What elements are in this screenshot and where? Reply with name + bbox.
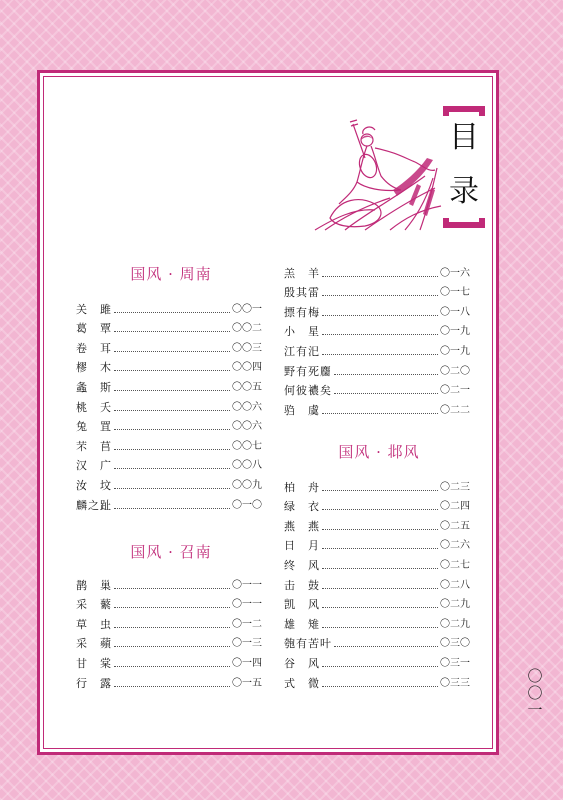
toc-entry[interactable]: 凯 风 〇二九 — [284, 598, 470, 612]
toc-entry[interactable]: 野有死麕 〇二〇 — [284, 364, 470, 378]
toc-entry[interactable]: 江有汜 〇一九 — [284, 344, 470, 358]
toc-list-beifeng — [284, 474, 470, 690]
toc-entry[interactable]: 麟之趾 〇一〇 — [76, 498, 262, 512]
section-heading-beifeng: 国风 · 邶风 — [338, 443, 420, 461]
toc-entry[interactable]: 草 虫 〇一二 — [76, 617, 262, 631]
toc-entry[interactable]: 鹊 巢 〇一一 — [76, 578, 262, 592]
toc-entry[interactable]: 驺 虞 〇二二 — [284, 403, 470, 417]
toc-entry[interactable]: 桃 夭 〇〇六 — [76, 400, 262, 414]
toc-entry[interactable]: 终 风 〇二七 — [284, 558, 470, 572]
folio-digit: 〇 — [527, 684, 543, 702]
toc-title — [443, 106, 485, 228]
toc-entry[interactable]: 采 蘋 〇一三 — [76, 637, 262, 651]
toc-entry[interactable]: 关 雎 〇〇一 — [76, 302, 262, 316]
toc-entry[interactable]: 日 月 〇二六 — [284, 539, 470, 553]
section-heading-shaonan: 国风 · 召南 — [130, 543, 212, 561]
folio-digit: 〇 — [527, 667, 543, 685]
toc-entry[interactable]: 汝 坟 〇〇九 — [76, 478, 262, 492]
toc-entry[interactable]: 摽有梅 〇一八 — [284, 305, 470, 319]
toc-entry[interactable]: 小 星 〇一九 — [284, 325, 470, 339]
title-char-1: 目 — [449, 120, 479, 155]
woman-playing-pipa-illustration — [305, 118, 445, 233]
toc-entry[interactable]: 式 微 〇三三 — [284, 676, 470, 690]
page-folio — [524, 668, 546, 719]
toc-entry[interactable]: 绿 衣 〇二四 — [284, 500, 470, 514]
toc-entry[interactable]: 芣 苢 〇〇七 — [76, 439, 262, 453]
toc-entry[interactable]: 羔 羊 〇一六 — [284, 266, 470, 280]
toc-entry[interactable]: 卷 耳 〇〇三 — [76, 341, 262, 355]
toc-entry[interactable]: 匏有苦叶 〇三〇 — [284, 637, 470, 651]
title-char-2: 录 — [449, 174, 479, 209]
title-bracket-top — [443, 106, 485, 116]
toc-entry[interactable]: 采 蘩 〇一一 — [76, 598, 262, 612]
toc-entry[interactable]: 行 露 〇一五 — [76, 676, 262, 690]
title-bracket-bottom — [443, 218, 485, 228]
toc-entry[interactable]: 燕 燕 〇二五 — [284, 519, 470, 533]
toc-entry[interactable]: 雄 雉 〇二九 — [284, 617, 470, 631]
toc-entry[interactable]: 击 鼓 〇二八 — [284, 578, 470, 592]
toc-list-shaonan-continued — [284, 260, 470, 417]
section-heading-zhounan: 国风 · 周南 — [130, 265, 212, 283]
toc-entry[interactable]: 螽 斯 〇〇五 — [76, 380, 262, 394]
toc-entry[interactable]: 谷 风 〇三一 — [284, 656, 470, 670]
toc-entry[interactable]: 汉 广 〇〇八 — [76, 459, 262, 473]
toc-list-zhounan — [76, 296, 262, 512]
toc-entry[interactable]: 樛 木 〇〇四 — [76, 361, 262, 375]
toc-entry[interactable]: 柏 舟 〇二三 — [284, 480, 470, 494]
toc-entry[interactable]: 何彼襛矣 〇二一 — [284, 384, 470, 398]
folio-digit: 一 — [527, 701, 543, 719]
toc-entry[interactable]: 葛 覃 〇〇二 — [76, 322, 262, 336]
toc-entry[interactable]: 甘 棠 〇一四 — [76, 656, 262, 670]
toc-entry[interactable]: 兔 罝 〇〇六 — [76, 420, 262, 434]
toc-entry[interactable]: 殷其雷 〇一七 — [284, 286, 470, 300]
toc-list-shaonan — [76, 572, 262, 690]
